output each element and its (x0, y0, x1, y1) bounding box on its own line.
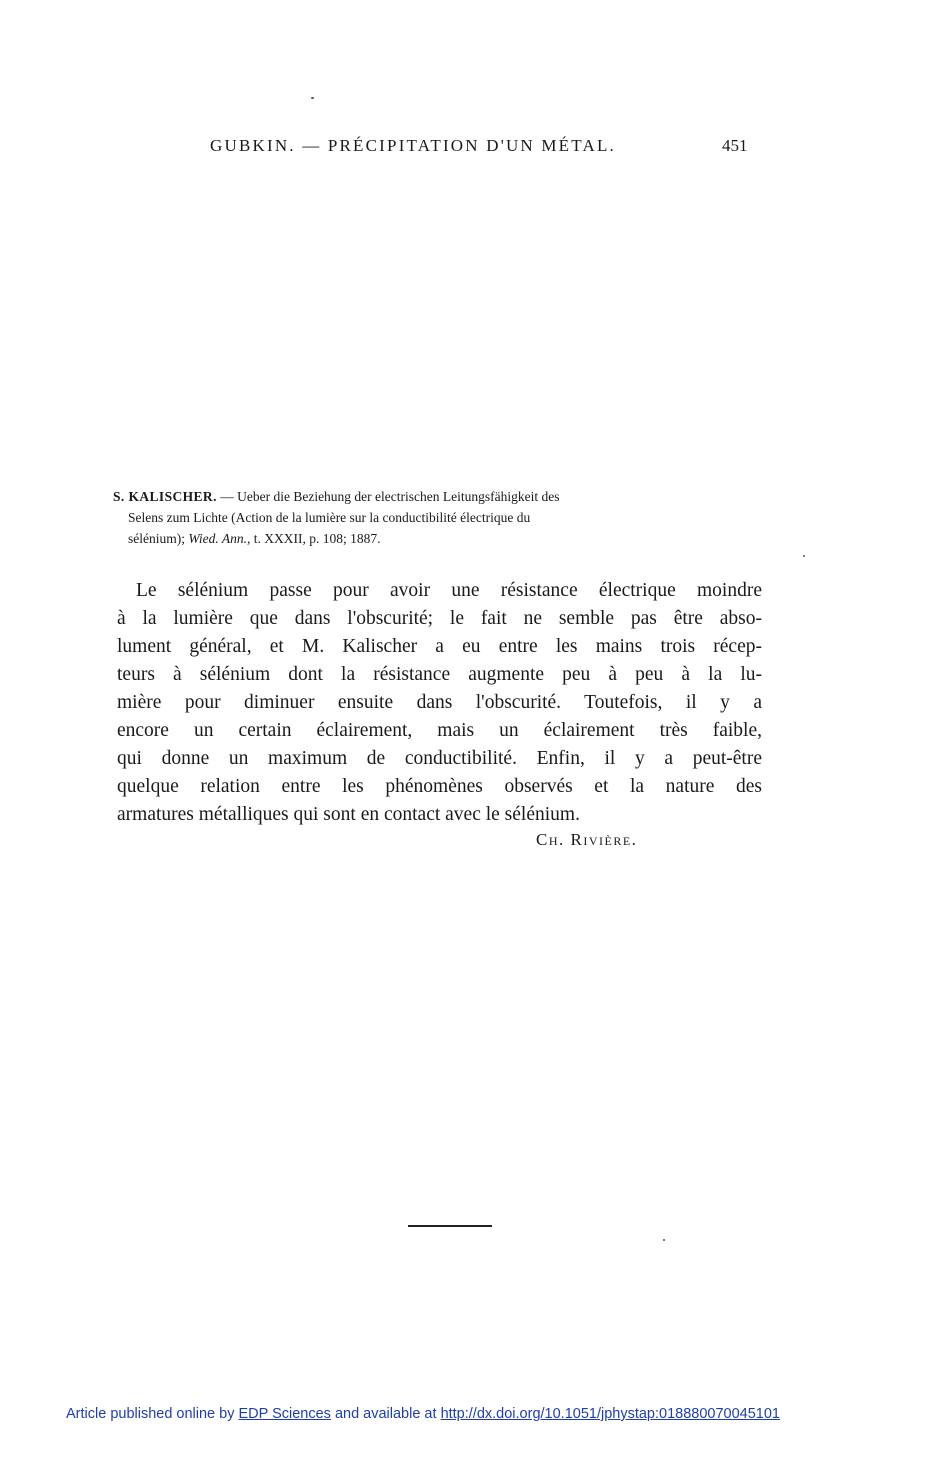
publisher-link[interactable]: EDP Sciences (238, 1406, 331, 1422)
running-head: GUBKIN. — PRÉCIPITATION D'UN MÉTAL. (210, 136, 616, 155)
paragraph-line: encore un certain éclairement, mais un éclairement très faible, (117, 720, 762, 741)
abstract-paragraph (117, 577, 762, 829)
reference-line-2: Selens zum Lichte (Action de la lumière sur la conductibilité électrique du (128, 510, 531, 525)
paragraph-line: à la lumière que dans l'obscurité; le fait ne semble pas être abso- (117, 608, 762, 629)
paragraph-line: armatures métalliques qui sont en contact avec le sélénium. (117, 804, 580, 825)
reference-author: S. KALISCHER. (113, 489, 217, 504)
bibliographic-reference (113, 486, 758, 549)
paragraph-line: qui donne un maximum de conductibilité. Enfin, il y a peut-être (117, 748, 762, 769)
doi-link[interactable]: http://dx.doi.org/10.1051/jphystap:018880070045101 (440, 1406, 780, 1422)
reference-line-3-start: sélénium); (128, 531, 189, 546)
paragraph-line: Le sélénium passe pour avoir une résistance électrique moindre (136, 580, 762, 601)
paragraph-line: lument général, et M. Kalischer a eu entre les mains trois récep- (117, 636, 762, 657)
reference-title: Ueber die Beziehung der electrischen Leitungsfähigkeit des (237, 489, 560, 504)
paragraph-line: teurs à sélénium dont la résistance augmente peu à peu à la lu- (117, 664, 762, 685)
reference-journal: Wied. Ann., (188, 531, 251, 546)
footer-middle: and available at (330, 1406, 441, 1422)
publication-footer (66, 1406, 780, 1422)
reference-line-3 (113, 528, 758, 549)
reference-dash: — (216, 489, 238, 504)
scan-speck (663, 1239, 665, 1241)
paragraph-line: quelque relation entre les phénomènes observés et la nature des (117, 776, 762, 797)
reference-line-3-end: t. XXXII, p. 108; 1887. (250, 531, 381, 546)
footer-prefix: Article published online by (66, 1406, 239, 1422)
reference-line-1 (113, 486, 758, 507)
page-number: 451 (722, 136, 748, 155)
section-divider-rule (408, 1225, 492, 1227)
scan-speck (803, 555, 805, 557)
paragraph-line: mière pour diminuer ensuite dans l'obscurité. Toutefois, il y a (117, 692, 762, 713)
author-signature: Ch. Rivière. (536, 830, 638, 849)
scan-speck (311, 97, 314, 99)
